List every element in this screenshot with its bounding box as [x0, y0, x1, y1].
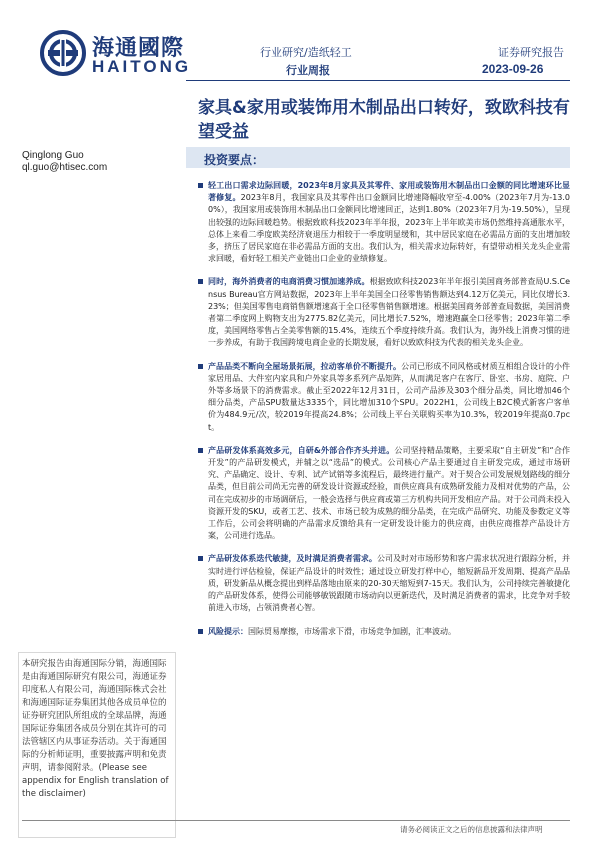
bullet-heading: 轻工出口需求边际回暖，2023年8月家具及其零件、家用或装饰用木制品出口金额的同比增速环比显著修复。 [208, 181, 570, 203]
key-points-list [198, 180, 570, 649]
author-name: Qinglong Guo [22, 150, 84, 161]
bullet-square-icon [198, 629, 203, 634]
report-kind-label: 行业周报 [286, 64, 330, 77]
report-title: 家具&家用或装饰用木制品出口转好，致欧科技有望受益 [198, 98, 570, 142]
key-points-title: 投资要点： [204, 153, 265, 167]
bullet-heading: 产品研发体系迭代敏捷，及时满足消费者需求。 [208, 554, 377, 564]
author-block [22, 150, 107, 174]
list-item [198, 180, 570, 265]
bullet-body: 2023年8月，我国家具及其零件出口金额同比增速降幅收窄至-4.00%（2023年7月为-13.00%），我国家用或装饰用木制品出口金额同比增速回正，达到1.80%（2023年7月为-19.50%），呈现出较强的边际回暖趋势。根据致欧科技2023年半年报，2023年上半年欧美市场仍然维持高通胀水平，总体上来看二季度欧美经济衰退压力相较于一季度明显缓和，其中居民家庭在必需品方面的支出增加较多，挤压了居民家庭在非必需品方面的支出。我们认为，相关需求边际转好，有望带动相关龙头企业需求回暖，看好轻工相关产业链出口企业的业绩修复。 [208, 193, 571, 264]
bullet-square-icon [198, 279, 203, 284]
bullet-square-icon [198, 556, 203, 561]
brand-name-en: HAITONG [92, 57, 192, 76]
bullet-heading: 产品研发体系高效多元，自研&外部合作齐头并进。 [208, 445, 395, 455]
bullet-body: 国际贸易摩擦，市场需求下滑，市场竞争加剧，汇率波动。 [248, 626, 456, 636]
bullet-body: 公司坚持精品策略，主要采取“自主研发”和“合作开发”的产品研发模式，并辅之以“选品”的模式。公司核心产品主要通过自主研发完成，通过市场研究、产品确定、设计、专利、试产试销等多流程后，最终进行量产。对于契合公司发展规划路线的细分品类，但目前公司尚无完善的研发设计资源或经验，而供应商具有成熟研发能力及相对优势的产品，公司在完成初步的市场调研后，一般会选择与供应商或第三方机构共同开发相应产品。对于公司尚未投入资源开发的SKU，或者工艺、技术、市场已较为成熟的细分品类，在完成产品研究、功能及参数定义等工作后，公司会将明确的产品需求反馈给具有一定研发设计能力的供应商，由供应商推荐产品设计方案，公司进行选品。 [208, 445, 570, 541]
list-item [198, 361, 570, 434]
list-item [198, 553, 570, 614]
report-date: 2023-09-26 [482, 62, 544, 76]
bullet-square-icon [198, 183, 203, 188]
haitong-logo-icon [40, 30, 86, 76]
bullet-body: 公司及时对市场形势和客户需求状况进行跟踪分析，并实时进行评估检验，保证产品设计的时效性；通过设立研发打样中心，缩短新品开发周期、提高产品品质，研发新品从概念提出到样品落地由原来的20-30天缩短到7-15天。我们认为，公司持续完善敏捷化的产品研发体系，使得公司能够敏锐跟随市场动向以更新迭代，及时满足消费者的需求，比竞争对手较前进入市场，占领消费者心智。 [208, 554, 570, 613]
brand-name-cn: 海通國際 [92, 36, 185, 61]
footer-note: 请务必阅读正文之后的信息披露和法律声明 [400, 825, 543, 834]
bullet-heading: 产品品类不断向全屋场景拓展，拉动客单价不断提升。 [208, 361, 402, 371]
category-label: 证券研究报告 [498, 46, 564, 59]
author-email[interactable]: ql.guo@htisec.com [22, 162, 108, 173]
bullet-body: 根据致欧科技2023年半年报引美国商务部普查局U.S.Census Bureau官方网站数据，2023年上半年美国全口径零售销售额达到4.12万亿美元，同比仅增长3.23%；但美国零售电商销售额增速高于全口径零售销售额增速。根据美国商务部普查局数据，美国消费者第二季度网上购物支出为2775.82亿美元，同比增长7.52%，增速跑赢全口径零售；2023年第二季度，美国网络零售占全美零售额的15.4%，连续五个季度持续升高。我们认为，海外线上消费习惯的进一步养成，有助于我国跨境电商企业的长期发展，看好以致欧科技为代表的相关龙头企业。 [208, 277, 571, 348]
footer-divider [22, 820, 570, 821]
bullet-square-icon [198, 364, 203, 369]
bullet-body: 公司已形成不同风格或材质互相组合设计的小件家居用品、大件室内家具和户外家具等多系列产品矩阵，从而满足客户在客厅、卧室、书房、庭院、户外等多场景下的消费需求。截止至2022年12月31日，公司产品涉及303个细分品类，同比增加46个细分品类，产品SPU数量达3335个，同比增加310个SPU。2022H1，公司线上B2C模式新客户客单价为484.9元/次，较2019年提高24.8%；公司线上平台关联购买率为10.3%，较2019年提高0.7pct。 [208, 361, 571, 432]
bullet-square-icon [198, 448, 203, 453]
industry-label: 行业研究/造纸轻工 [260, 46, 352, 59]
bullet-heading: 风险提示： [208, 626, 248, 636]
list-item [198, 626, 570, 638]
bullet-heading: 同时，海外消费者的电商消费习惯加速养成。 [208, 277, 370, 287]
list-item [198, 445, 570, 543]
disclaimer-text: 本研究报告由海通国际分销，海通国际是由海通国际研究有限公司，海通证券印度私人有限公司，海通国际株式会社和海通国际证券集团其他各成员单位的证券研究团队所组成的全球品牌，海通国际证券集团各成员分别在其许可的司法管辖区内从事证券活动。关于海通国际的分析师证明，重要披露声明和免责声明，请参阅附录。(Please see appendix for English translation of the disclaimer) [22, 659, 169, 799]
list-item [198, 276, 570, 349]
header-divider [186, 80, 570, 81]
